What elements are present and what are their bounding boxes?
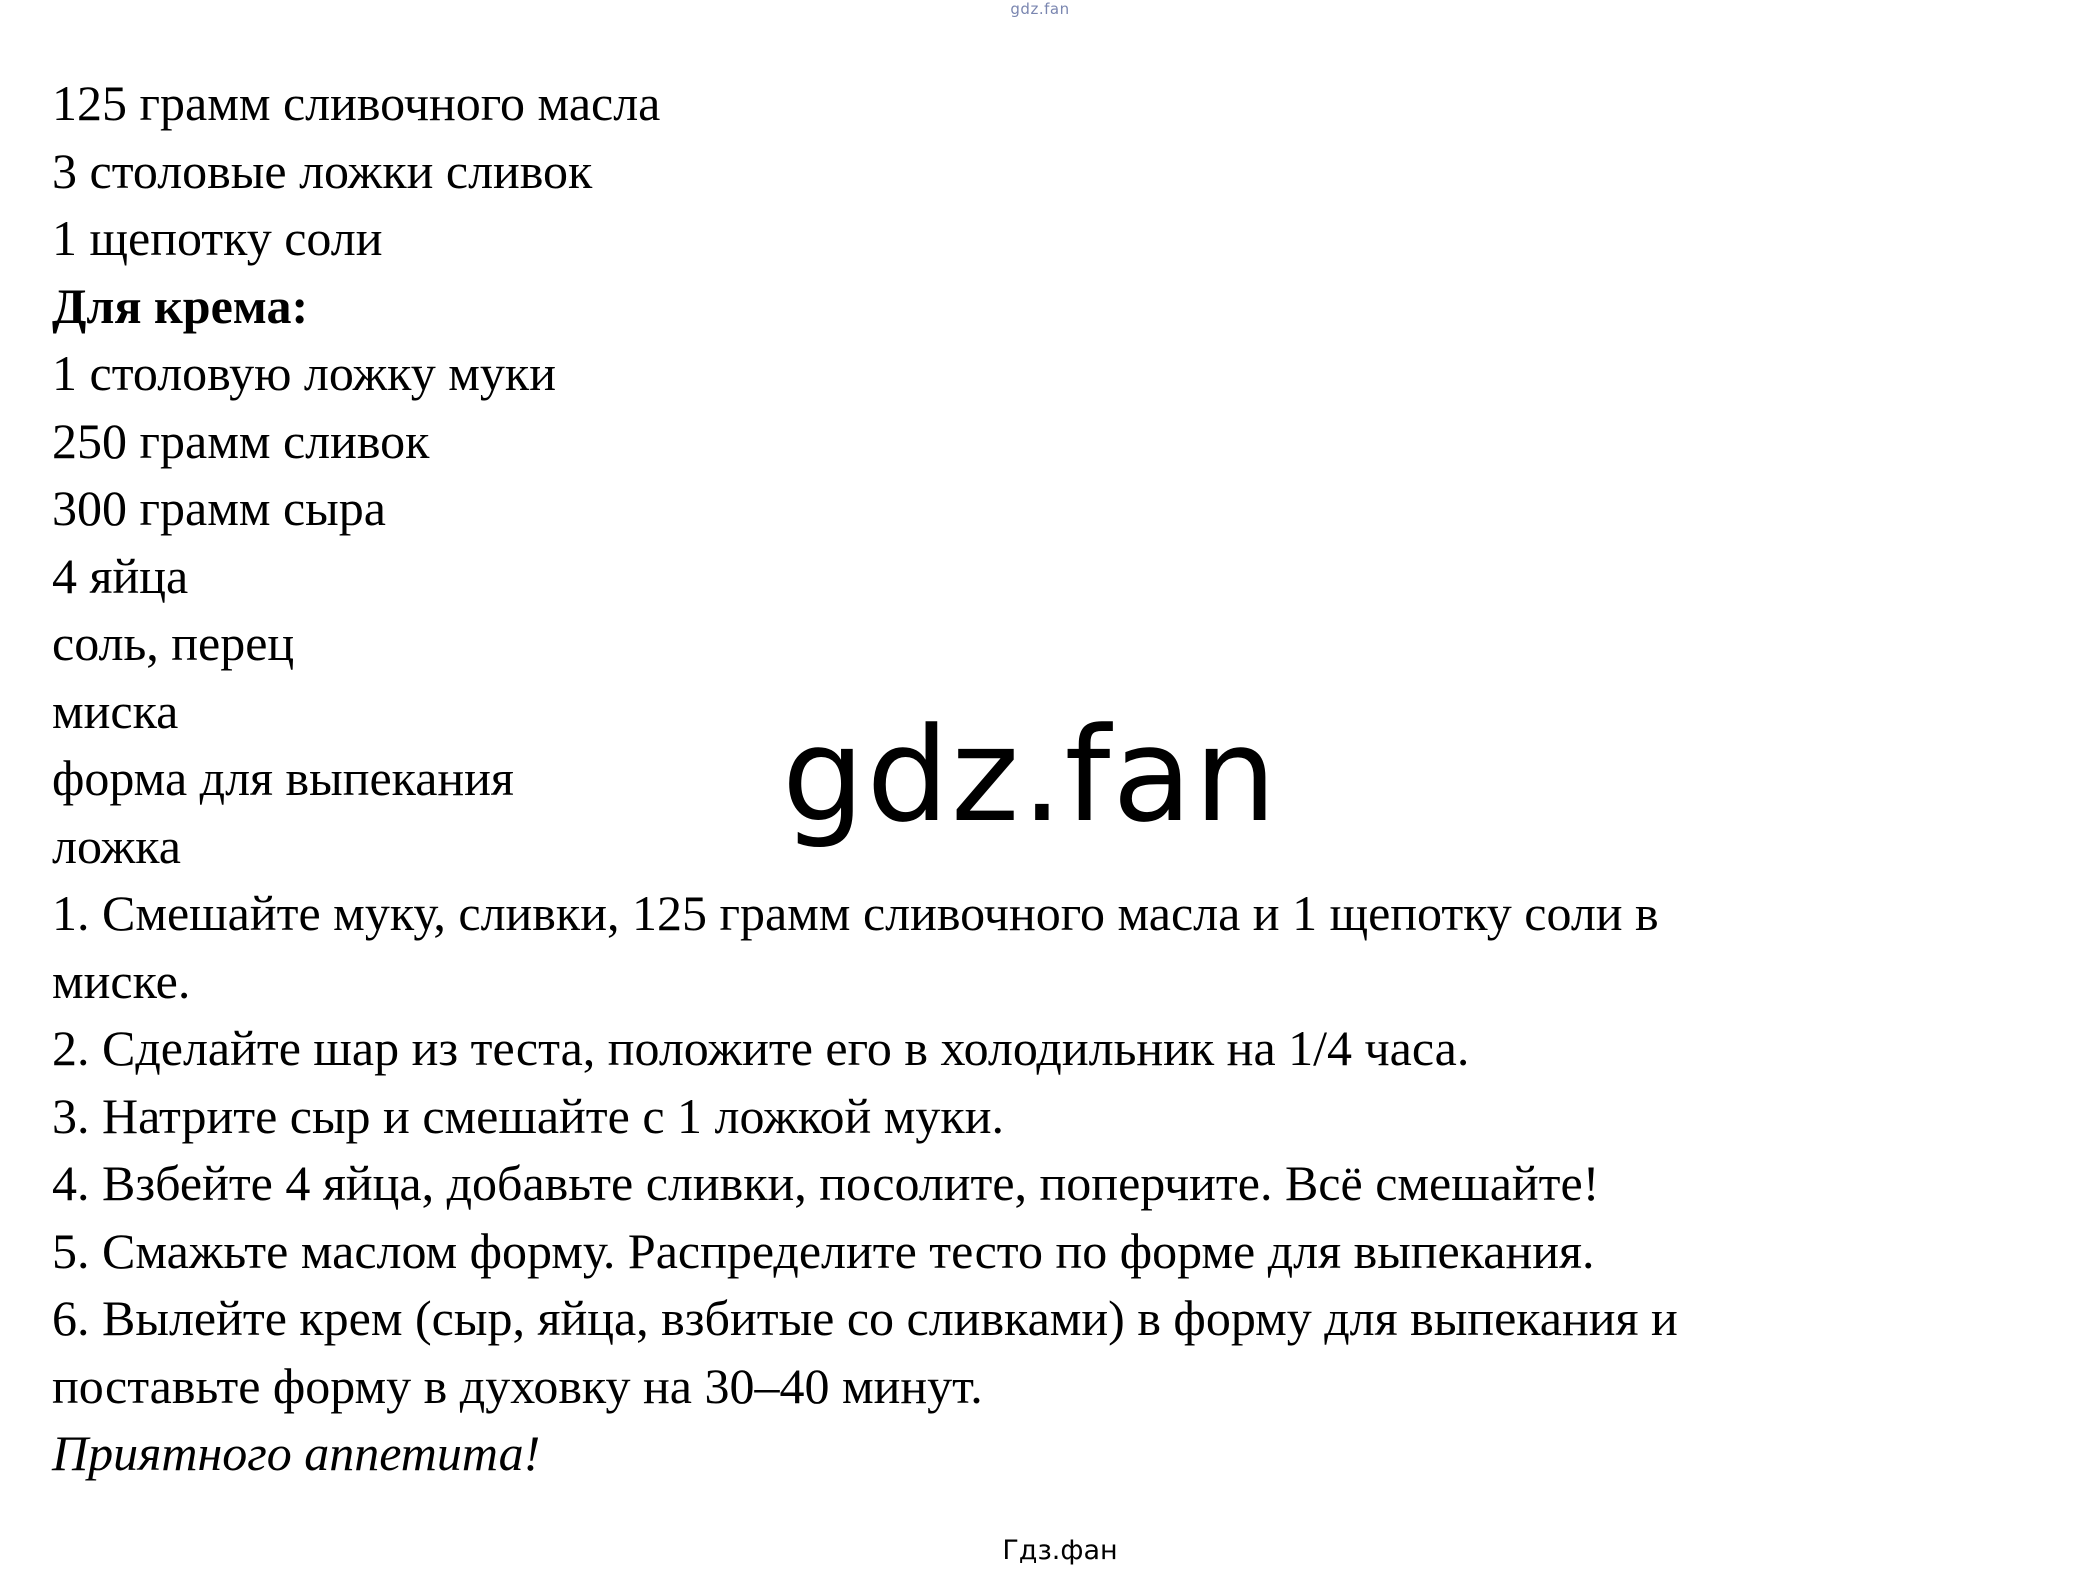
ingredient-cream-spoons: 3 столовые ложки сливок (52, 142, 593, 199)
cream-item-cream: 250 грамм сливок (52, 412, 430, 469)
step-4: 4. Взбейте 4 яйца, добавьте сливки, посолите, поперчите. Всё смешайте! (52, 1155, 1600, 1211)
step-3: 3. Натрите сыр и смешайте с 1 ложкой муки. (52, 1087, 1004, 1144)
cream-item-spoon: ложка (52, 817, 181, 874)
closing-wish: Приятного аппетита! (52, 1425, 541, 1481)
cream-item-salt-pepper: соль, перец (52, 615, 295, 671)
step-1-line-1: 1. Смешайте муку, сливки, 125 грамм сливочного масла и 1 щепотку соли в (52, 885, 1659, 941)
top-watermark: gdz.fan (1010, 0, 1070, 18)
step-6-line-2: поставьте форму в духовку на 30–40 минут. (52, 1357, 983, 1414)
cream-item-baking-form: форма для выпекания (52, 750, 514, 806)
ingredient-salt-pinch: 1 щепотку соли (52, 210, 383, 266)
cream-heading: Для крема: (52, 277, 309, 334)
step-1-line-2: миске. (52, 952, 191, 1009)
ingredient-butter: 125 грамм сливочного масла (52, 75, 661, 131)
step-5: 5. Смажьте маслом форму. Распределите тесто по форме для выпекания. (52, 1222, 1595, 1279)
cream-item-cheese: 300 грамм сыра (52, 480, 386, 536)
bottom-watermark: Гдз.фан (1002, 1535, 1118, 1566)
center-watermark: gdz.fan (782, 699, 1279, 851)
step-2: 2. Сделайте шар из теста, положите его в холодильник на 1/4 часа. (52, 1020, 1470, 1076)
step-6-line-1: 6. Вылейте крем (сыр, яйца, взбитые со сливками) в форму для выпекания и (52, 1290, 1678, 1346)
cream-item-flour: 1 столовую ложку муки (52, 345, 556, 401)
cream-item-eggs: 4 яйца (52, 547, 189, 604)
cream-item-bowl: миска (52, 682, 179, 739)
